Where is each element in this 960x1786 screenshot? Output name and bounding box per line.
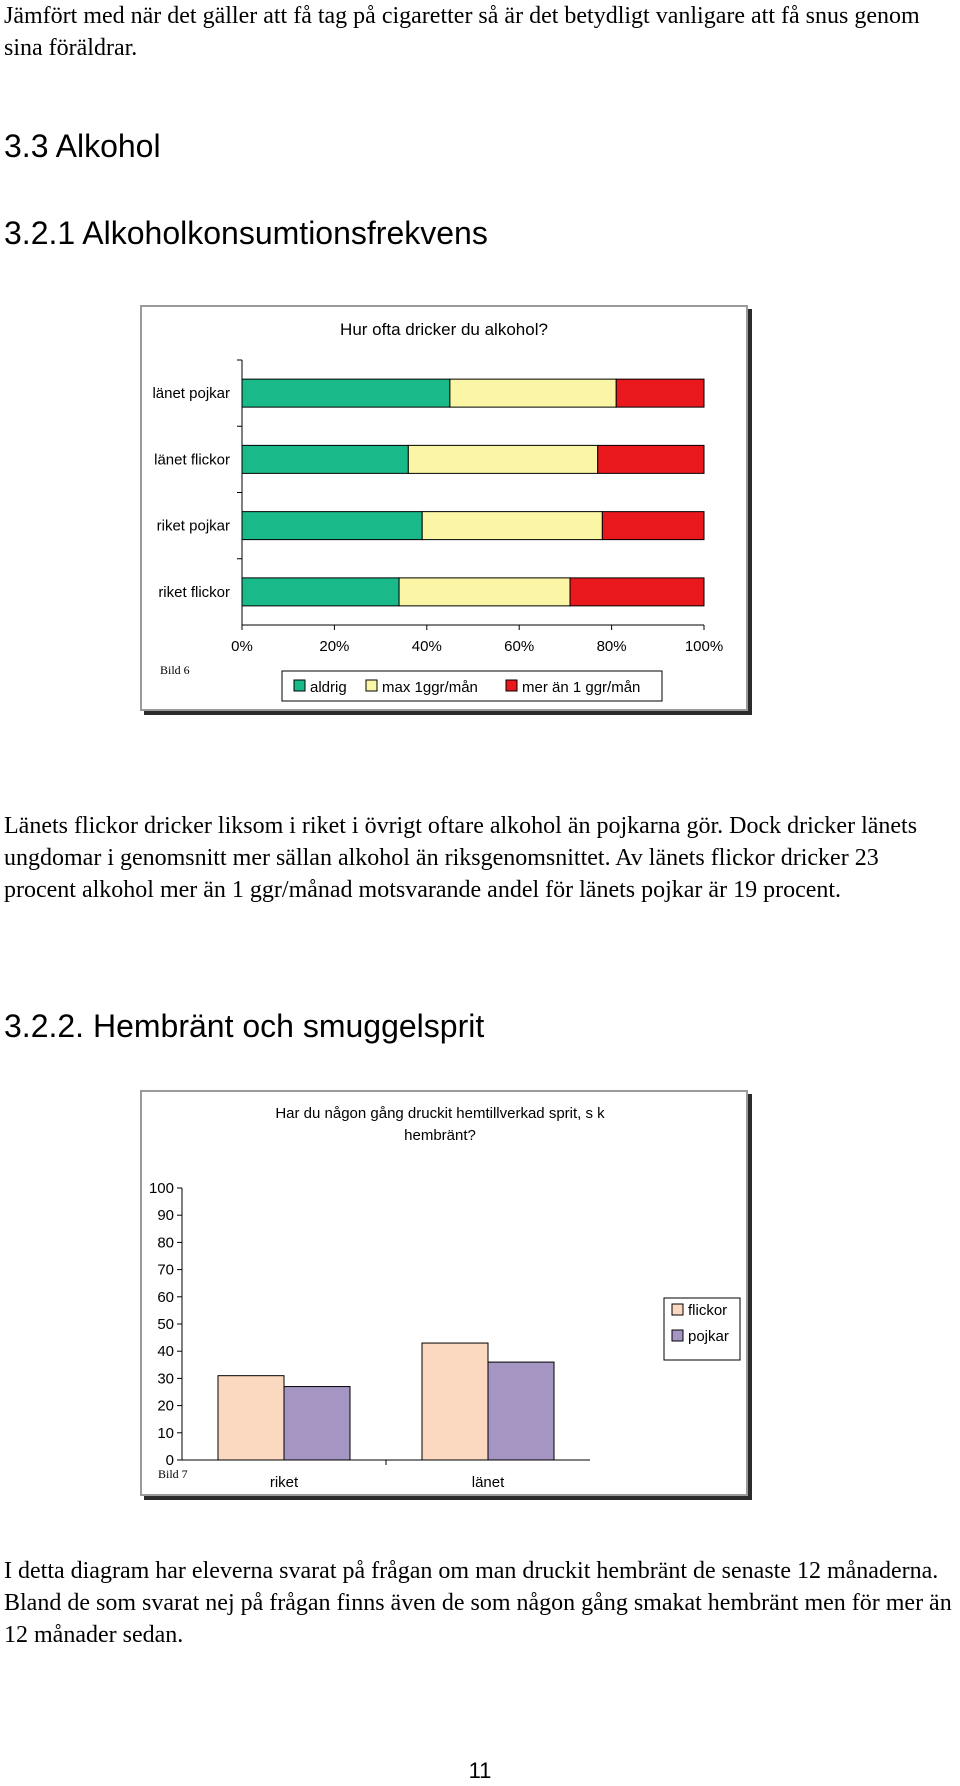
paragraph-alcohol-frequency: Länets flickor dricker liksom i riket i övrigt oftare alkohol än pojkarna gör. Dock dricker länets ungdomar i genomsnitt mer sällan alkohol än riksgenomsnittet. Av länets flickor dricker 23 procent alkohol mer än 1 ggr/månad motsvarande andel för länets pojkar är 19 procent. (4, 813, 918, 903)
chart-title (275, 1105, 605, 1144)
bar-riket-pojkar (284, 1387, 350, 1460)
page-number: 11 (468, 1758, 492, 1783)
y-tick-label: 40 (157, 1343, 174, 1361)
category-label-riket-pojkar: riket pojkar (156, 517, 230, 535)
bar-länet-pojkar-aldrig (242, 379, 450, 407)
legend-swatch-aldrig (294, 680, 305, 691)
x-tick-label: 60% (504, 638, 535, 655)
y-tick-label: 60 (157, 1288, 174, 1306)
chart-title-line-2: hembränt? (404, 1127, 476, 1144)
y-tick-label: 50 (157, 1316, 174, 1333)
x-tick-label: 80% (596, 638, 627, 655)
chart-title-line-1: Har du någon gång druckit hemtillverkad sprit, s k (275, 1105, 605, 1122)
bar-riket-flickor-aldrig (242, 578, 399, 606)
y-tick-label: 80 (157, 1234, 174, 1252)
y-tick-label: 20 (157, 1397, 174, 1415)
x-tick-label: 20% (319, 638, 350, 655)
legend-swatch-flickor (672, 1304, 683, 1315)
home-distilled-chart (140, 1090, 748, 1496)
y-tick-label: 10 (157, 1424, 174, 1442)
category-label-riket-flickor: riket flickor (158, 583, 230, 601)
legend-label-mer-än-1-ggr-mån: mer än 1 ggr/mån (522, 679, 641, 696)
x-tick-label: 40% (411, 638, 442, 655)
legend-label-aldrig: aldrig (310, 679, 347, 696)
bar-riket-flickor-max-1ggr-mån (399, 578, 570, 606)
y-tick-label: 0 (165, 1452, 174, 1469)
legend-swatch-mer-än-1-ggr-mån (506, 680, 517, 691)
category-label-länet-flickor: länet flickor (154, 451, 230, 469)
bar-länet-flickor-mer-än-1-ggr-mån (598, 445, 704, 473)
legend-label-max-1ggr-mån: max 1ggr/mån (382, 679, 478, 696)
legend-label-flickor: flickor (688, 1302, 728, 1319)
y-tick-label: 30 (157, 1370, 174, 1388)
bar-länet-pojkar-mer-än-1-ggr-mån (616, 379, 704, 407)
bar-länet-pojkar (488, 1362, 554, 1460)
section-heading-alkoholkonsumtion: 3.2.1 Alkoholkonsumtionsfrekvens (4, 215, 488, 251)
bar-riket-pojkar-mer-än-1-ggr-mån (602, 512, 704, 540)
category-label-länet-pojkar: länet pojkar (152, 385, 230, 403)
alcohol-frequency-chart (140, 305, 748, 711)
legend-swatch-pojkar (672, 1330, 683, 1341)
y-tick-label: 90 (157, 1207, 174, 1225)
home-distilled-chart-svg (142, 1092, 746, 1494)
bar-riket-flickor (218, 1376, 284, 1460)
paragraph-hembrant: I detta diagram har eleverna svarat på frågan om man druckit hembränt de senaste 12 månaderna. Bland de som svarat nej på frågan finns även de som någon gång smakat hembränt men för mer än 12 månader sedan. (4, 1558, 952, 1648)
section-heading-alkohol: 3.3 Alkohol (4, 128, 161, 164)
legend-label-pojkar: pojkar (688, 1328, 729, 1345)
figure-caption: Bild 7 (158, 1467, 188, 1481)
alcohol-frequency-chart-svg (142, 307, 746, 709)
bar-länet-pojkar-max-1ggr-mån (450, 379, 616, 407)
category-label-riket: riket (269, 1474, 299, 1491)
bar-riket-pojkar-max-1ggr-mån (422, 512, 602, 540)
intro-paragraph: Jämfört med när det gäller att få tag på cigaretter så är det betydligt vanligare att få snus genom sina föräldrar. (4, 3, 920, 61)
bar-länet-flickor (422, 1343, 488, 1460)
category-label-länet: länet (471, 1474, 505, 1491)
chart-title: Hur ofta dricker du alkohol? (340, 320, 548, 339)
y-tick-label: 70 (157, 1261, 174, 1279)
legend-swatch-max-1ggr-mån (366, 680, 377, 691)
bar-länet-flickor-max-1ggr-mån (408, 445, 597, 473)
y-tick-label: 100 (148, 1180, 174, 1197)
x-tick-label: 100% (684, 638, 724, 655)
bar-länet-flickor-aldrig (242, 445, 408, 473)
bar-riket-pojkar-aldrig (242, 512, 422, 540)
figure-caption: Bild 6 (160, 663, 190, 677)
bar-riket-flickor-mer-än-1-ggr-mån (570, 578, 704, 606)
x-tick-label: 0% (231, 638, 253, 655)
section-heading-hembrant: 3.2.2. Hembränt och smuggelsprit (4, 1008, 485, 1044)
